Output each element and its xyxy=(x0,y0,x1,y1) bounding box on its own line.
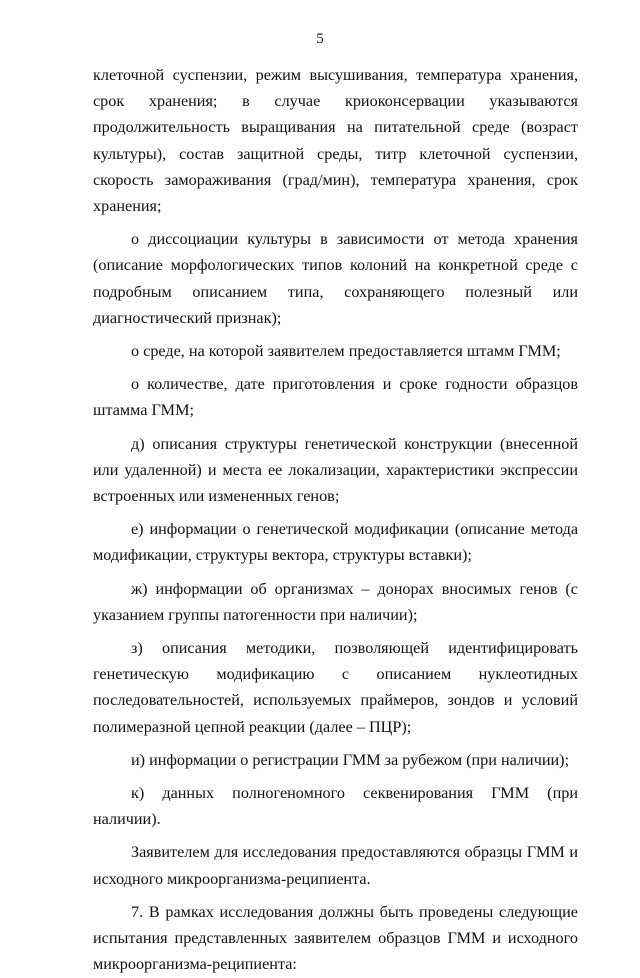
paragraph-1: клеточной суспензии, режим высушивания, температура хранения, срок хранения; в случае криоконсервации указываются продолжительность выращивания на питательной среде (возраст культуры), состав защитной среды, титр клеточной суспензии, скорость замораживания (град/мин), температура хранения, срок хранения; xyxy=(93,66,578,216)
paragraph-5: д) описания структуры генетической конструкции (внесенной или удаленной) и места ее локализации, характеристики экспрессии встроенных или измененных генов; xyxy=(93,434,578,506)
paragraph-10: к) данных полногеномного секвенирования ГММ (при наличии). xyxy=(93,784,578,829)
paragraph-6: е) информации о генетической модификации (описание метода модификации, структуры вектора, структуры вставки); xyxy=(93,520,578,565)
document-body xyxy=(93,62,578,978)
paragraph-9: и) информации о регистрации ГММ за рубежом (при наличии); xyxy=(131,750,570,769)
page-number: 5 xyxy=(316,31,324,47)
paragraph-8: з) описания методики, позволяющей идентифицировать генетическую модификацию с описанием нуклеотидных последовательностей, используемых праймеров, зондов и условий полимеразной цепной реакции (далее – ПЦР); xyxy=(93,639,578,736)
paragraph-11: Заявителем для исследования предоставляются образцы ГММ и исходного микроорганизма-реципиента. xyxy=(93,843,578,888)
paragraph-12: 7. В рамках исследования должны быть проведены следующие испытания представленных заявителем образцов ГММ и исходного микроорганизма-реципиента: xyxy=(93,902,578,974)
paragraph-4: о количестве, дате приготовления и сроке годности образцов штамма ГММ; xyxy=(93,375,578,420)
paragraph-7: ж) информации об организмах – донорах вносимых генов (с указанием группы патогенности при наличии); xyxy=(93,579,578,624)
paragraph-2: о диссоциации культуры в зависимости от метода хранения (описание морфологических типов колоний на конкретной среде с подробным описанием типа, сохраняющего полезный или диагностический признак); xyxy=(93,230,578,327)
paragraph-3: о среде, на которой заявителем предоставляется штамм ГММ; xyxy=(131,342,561,361)
